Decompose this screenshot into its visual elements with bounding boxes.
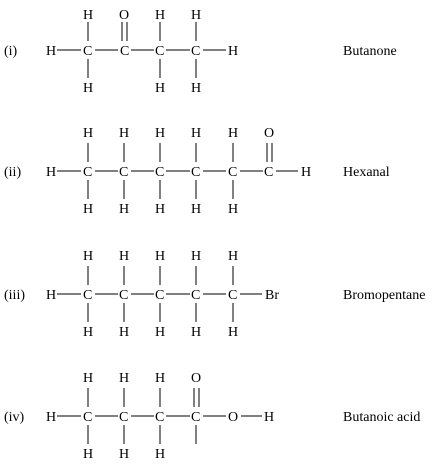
atom: C <box>191 288 201 303</box>
atom: H <box>301 165 312 180</box>
atom: H <box>46 44 57 59</box>
atom: H <box>191 325 202 340</box>
atom: C <box>119 288 129 303</box>
atom: H <box>228 202 239 217</box>
molecule-4 <box>4 371 420 462</box>
molecule-label: (i) <box>4 44 18 59</box>
atom: C <box>119 410 129 425</box>
atom: H <box>228 44 239 59</box>
atom: H <box>155 126 166 141</box>
atom: H <box>228 249 239 264</box>
atom: H <box>83 447 94 462</box>
atom: C <box>83 165 93 180</box>
molecule-label: (iv) <box>4 410 25 425</box>
atom: Br <box>265 288 279 303</box>
atom: H <box>119 202 130 217</box>
atom: H <box>83 202 94 217</box>
bonds <box>57 143 298 199</box>
atom: H <box>83 249 94 264</box>
atom: C <box>191 410 201 425</box>
atom: H <box>155 202 166 217</box>
atom: C <box>155 288 165 303</box>
atom: H <box>119 325 130 340</box>
atom: H <box>191 249 202 264</box>
molecule-name: Bromopentane <box>343 288 426 303</box>
molecule-3 <box>4 249 425 340</box>
atom: H <box>119 126 130 141</box>
atom: H <box>228 325 239 340</box>
atom: H <box>228 126 239 141</box>
atom: H <box>83 81 94 96</box>
atoms <box>46 8 238 96</box>
atom: O <box>228 410 239 425</box>
molecule-1 <box>4 8 397 96</box>
atom: O <box>191 371 202 386</box>
atom: H <box>119 371 130 386</box>
atom: H <box>83 325 94 340</box>
atom: H <box>155 447 166 462</box>
molecule-2 <box>4 126 390 217</box>
atom: H <box>155 371 166 386</box>
atom: C <box>191 44 201 59</box>
atom: H <box>83 126 94 141</box>
molecule-name: Butanoic acid <box>343 410 421 425</box>
atom: C <box>264 165 274 180</box>
atom: C <box>83 410 93 425</box>
atom: H <box>264 410 275 425</box>
atom: C <box>83 44 93 59</box>
molecule-name: Hexanal <box>343 165 390 180</box>
atom: H <box>83 8 94 23</box>
atom: H <box>191 8 202 23</box>
atom: H <box>46 165 57 180</box>
atom: H <box>46 410 57 425</box>
atom: C <box>119 165 129 180</box>
atom: C <box>228 288 238 303</box>
atom: O <box>119 8 130 23</box>
atom: C <box>155 410 165 425</box>
atom: O <box>264 126 275 141</box>
atom: H <box>191 126 202 141</box>
molecule-label: (iii) <box>4 288 25 303</box>
atom: C <box>155 44 165 59</box>
atom: H <box>155 81 166 96</box>
atom: C <box>155 165 165 180</box>
molecule-name: Butanone <box>343 44 397 59</box>
atom: H <box>155 8 166 23</box>
atom: H <box>83 371 94 386</box>
atom: C <box>228 165 238 180</box>
atom: C <box>120 44 130 59</box>
atom: H <box>191 202 202 217</box>
molecule-label: (ii) <box>4 165 22 180</box>
atom: H <box>119 249 130 264</box>
atom: H <box>155 249 166 264</box>
atom: H <box>119 447 130 462</box>
atom: H <box>155 325 166 340</box>
atom: H <box>191 81 202 96</box>
atom: H <box>46 288 57 303</box>
atom: C <box>83 288 93 303</box>
atom: C <box>191 165 201 180</box>
